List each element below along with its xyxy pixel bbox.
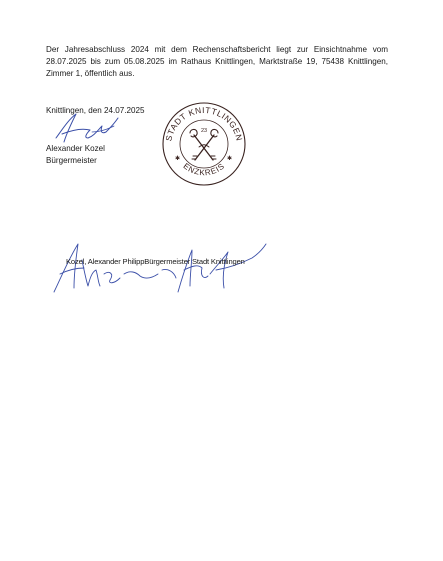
handwritten-signature xyxy=(52,108,124,146)
official-seal xyxy=(160,100,248,188)
coat-of-arms-icon xyxy=(190,129,218,160)
seal-number: 23 xyxy=(200,128,208,134)
svg-text:ENZKREIS xyxy=(182,161,227,177)
place-date: Knittlingen, den 24.07.2025 xyxy=(46,106,145,115)
seal-bottom-text: ENZKREIS xyxy=(181,161,227,178)
signature-caption: Kozel, Alexander PhilippBürgermeister Stadt Knittlingen xyxy=(66,257,245,266)
svg-text:STADT KNITTLINGEN xyxy=(163,105,244,142)
notice-paragraph: Der Jahresabschluss 2024 mit dem Rechenschaftsbericht liegt zur Einsichtnahme vom 28.07.2025 bis zum 05.08.2025 im Rathaus Knittlingen, Marktstraße 19, 75438 Knittlingen, Zimmer 1, öffentlich aus. xyxy=(46,45,388,78)
seal-top-text: STADT KNITTLINGEN xyxy=(163,104,245,143)
signer-name: Alexander Kozel xyxy=(46,144,105,153)
signer-title: Bürgermeister xyxy=(46,156,97,165)
seal-star-right: ✱ xyxy=(227,155,233,162)
seal-star-left: ✱ xyxy=(175,155,181,162)
